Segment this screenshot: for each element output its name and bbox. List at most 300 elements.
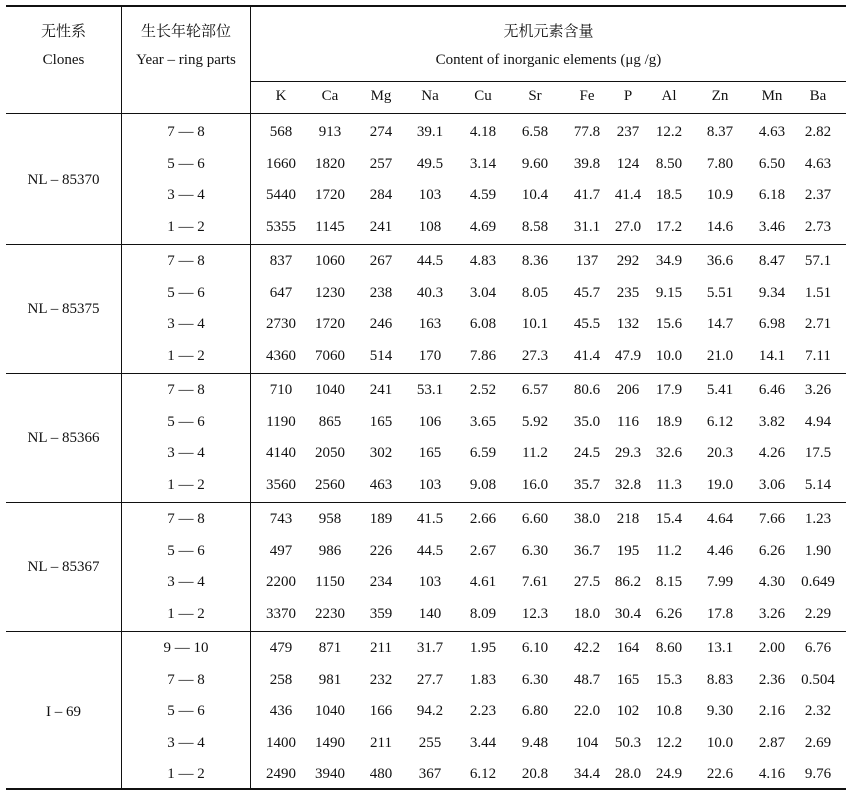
cell-mn: 2.36 xyxy=(758,671,786,688)
cell-zn: 36.6 xyxy=(706,253,734,269)
cell-k: 647 xyxy=(269,284,293,301)
clone-label: I – 69 xyxy=(46,703,81,720)
year-ring-part: 5 — 6 xyxy=(167,542,205,559)
cell-ba: 2.32 xyxy=(804,703,832,719)
group-separator xyxy=(6,373,846,374)
cell-k: 3370 xyxy=(266,605,296,622)
cell-al: 17.9 xyxy=(655,382,683,398)
cell-na: 27.7 xyxy=(416,671,444,688)
cell-ba: 2.71 xyxy=(804,316,832,332)
cell-na: 103 xyxy=(418,476,442,493)
cell-sr: 5.92 xyxy=(521,413,549,430)
cell-mn: 6.46 xyxy=(758,382,786,398)
cell-mn: 8.47 xyxy=(758,253,786,269)
cell-sr: 8.05 xyxy=(521,284,549,301)
cell-p: 86.2 xyxy=(614,574,642,590)
header-sub-rule xyxy=(250,81,846,82)
cell-mg: 166 xyxy=(369,703,393,719)
cell-fe: 35.0 xyxy=(573,413,601,430)
cell-na: 163 xyxy=(418,316,442,332)
cell-k: 1400 xyxy=(266,734,296,751)
cell-mn: 9.34 xyxy=(758,284,786,301)
cell-ca: 2230 xyxy=(315,605,345,622)
cell-mg: 480 xyxy=(369,766,393,782)
cell-al: 8.15 xyxy=(655,574,683,590)
cell-ca: 1720 xyxy=(315,187,345,203)
year-ring-part: 3 — 4 xyxy=(167,574,205,590)
bottom-rule xyxy=(6,788,846,790)
cell-na: 44.5 xyxy=(416,542,444,559)
cell-ba: 5.14 xyxy=(804,476,832,493)
cell-mg: 267 xyxy=(369,253,393,269)
cell-na: 140 xyxy=(418,605,442,622)
cell-cu: 4.83 xyxy=(469,253,497,269)
clone-label: NL – 85367 xyxy=(27,559,100,575)
year-ring-part: 7 — 8 xyxy=(167,124,205,140)
cell-fe: 137 xyxy=(575,253,599,269)
group-separator xyxy=(6,631,846,632)
cell-al: 15.6 xyxy=(655,316,683,332)
cell-fe: 38.0 xyxy=(573,511,601,527)
cell-zn: 19.0 xyxy=(706,476,734,493)
cell-mn: 4.26 xyxy=(758,445,786,461)
cell-zn: 5.51 xyxy=(706,284,734,301)
year-ring-part: 7 — 8 xyxy=(167,671,205,688)
cell-cu: 3.04 xyxy=(469,284,497,301)
cell-cu: 2.23 xyxy=(469,703,497,719)
cell-zn: 22.6 xyxy=(706,766,734,782)
cell-mn: 6.50 xyxy=(758,155,786,172)
cell-ca: 1040 xyxy=(315,382,345,398)
cell-zn: 9.30 xyxy=(706,703,734,719)
cell-zn: 8.37 xyxy=(706,124,734,140)
cell-al: 12.2 xyxy=(655,734,683,751)
cell-mg: 246 xyxy=(369,316,393,332)
cell-cu: 3.44 xyxy=(469,734,497,751)
element-header-al: Al xyxy=(661,88,677,104)
cell-p: 102 xyxy=(616,703,640,719)
cell-al: 18.9 xyxy=(655,413,683,430)
cell-na: 106 xyxy=(418,413,442,430)
cell-na: 41.5 xyxy=(416,511,444,527)
cell-k: 743 xyxy=(269,511,293,527)
cell-na: 40.3 xyxy=(416,284,444,301)
cell-mg: 238 xyxy=(369,284,393,301)
cell-sr: 10.4 xyxy=(521,187,549,203)
cell-mn: 2.87 xyxy=(758,734,786,751)
cell-k: 3560 xyxy=(266,476,296,493)
cell-mn: 4.16 xyxy=(758,766,786,782)
cell-k: 710 xyxy=(269,382,293,398)
year-ring-part: 7 — 8 xyxy=(167,511,205,527)
element-header-zn: Zn xyxy=(711,88,729,104)
cell-al: 15.3 xyxy=(655,671,683,688)
cell-zn: 7.80 xyxy=(706,155,734,172)
clone-label: NL – 85366 xyxy=(27,430,100,446)
cell-mg: 514 xyxy=(369,347,393,364)
cell-al: 17.2 xyxy=(655,218,683,235)
cell-zn: 14.7 xyxy=(706,316,734,332)
cell-al: 9.15 xyxy=(655,284,683,301)
cell-p: 235 xyxy=(616,284,640,301)
year-ring-part: 5 — 6 xyxy=(167,284,205,301)
cell-ca: 1060 xyxy=(315,253,345,269)
cell-fe: 34.4 xyxy=(573,766,601,782)
year-ring-part: 5 — 6 xyxy=(167,703,205,719)
cell-mn: 6.98 xyxy=(758,316,786,332)
cell-mn: 14.1 xyxy=(758,347,786,364)
cell-ba: 57.1 xyxy=(804,253,832,269)
cell-k: 436 xyxy=(269,703,293,719)
cell-ca: 865 xyxy=(318,413,342,430)
cell-mn: 4.63 xyxy=(758,124,786,140)
year-ring-part: 3 — 4 xyxy=(167,445,205,461)
cell-cu: 7.86 xyxy=(469,347,497,364)
cell-p: 218 xyxy=(616,511,640,527)
cell-sr: 10.1 xyxy=(521,316,549,332)
content-header-en: Content of inorganic elements (μg /g) xyxy=(435,52,662,68)
cell-cu: 2.52 xyxy=(469,382,497,398)
cell-fe: 22.0 xyxy=(573,703,601,719)
cell-ca: 2050 xyxy=(315,445,345,461)
cell-mn: 6.18 xyxy=(758,187,786,203)
cell-ba: 7.11 xyxy=(805,347,831,364)
cell-mn: 6.26 xyxy=(758,542,786,559)
cell-cu: 4.61 xyxy=(469,574,497,590)
cell-zn: 17.8 xyxy=(706,605,734,622)
cell-ca: 2560 xyxy=(315,476,345,493)
year-ring-part: 1 — 2 xyxy=(167,766,205,782)
cell-ba: 6.76 xyxy=(804,640,832,656)
cell-sr: 9.60 xyxy=(521,155,549,172)
cell-p: 29.3 xyxy=(614,445,642,461)
cell-p: 32.8 xyxy=(614,476,642,493)
cell-mg: 302 xyxy=(369,445,393,461)
cell-mg: 359 xyxy=(369,605,393,622)
cell-k: 5355 xyxy=(266,218,296,235)
cell-fe: 48.7 xyxy=(573,671,601,688)
cell-ba: 2.37 xyxy=(804,187,832,203)
parts-column-divider xyxy=(250,5,251,790)
cell-cu: 6.08 xyxy=(469,316,497,332)
element-header-na: Na xyxy=(421,88,439,104)
cell-sr: 6.60 xyxy=(521,511,549,527)
cell-al: 11.2 xyxy=(656,542,682,559)
cell-sr: 6.30 xyxy=(521,671,549,688)
cell-mn: 3.82 xyxy=(758,413,786,430)
cell-cu: 2.66 xyxy=(469,511,497,527)
cell-ca: 3940 xyxy=(315,766,345,782)
cell-ba: 9.76 xyxy=(804,766,832,782)
cell-ba: 3.26 xyxy=(804,382,832,398)
cell-sr: 6.80 xyxy=(521,703,549,719)
cell-ba: 0.649 xyxy=(801,574,835,590)
cell-fe: 18.0 xyxy=(573,605,601,622)
cell-ca: 871 xyxy=(318,640,342,656)
clones-header-en: Clones xyxy=(42,52,85,68)
cell-p: 41.4 xyxy=(614,187,642,203)
cell-ca: 1490 xyxy=(315,734,345,751)
cell-ba: 1.90 xyxy=(804,542,832,559)
cell-zn: 5.41 xyxy=(706,382,734,398)
year-ring-part: 7 — 8 xyxy=(167,253,205,269)
cell-zn: 21.0 xyxy=(706,347,734,364)
cell-k: 1190 xyxy=(266,413,296,430)
cell-k: 837 xyxy=(269,253,293,269)
year-ring-part: 3 — 4 xyxy=(167,316,205,332)
cell-cu: 3.14 xyxy=(469,155,497,172)
cell-al: 11.3 xyxy=(656,476,682,493)
cell-k: 479 xyxy=(269,640,293,656)
cell-p: 116 xyxy=(617,413,639,430)
cell-al: 6.26 xyxy=(655,605,683,622)
cell-mn: 2.00 xyxy=(758,640,786,656)
cell-sr: 12.3 xyxy=(521,605,549,622)
cell-na: 170 xyxy=(418,347,442,364)
cell-sr: 6.57 xyxy=(521,382,549,398)
cell-al: 10.0 xyxy=(655,347,683,364)
cell-fe: 36.7 xyxy=(573,542,601,559)
cell-mg: 234 xyxy=(369,574,393,590)
cell-sr: 27.3 xyxy=(521,347,549,364)
cell-cu: 8.09 xyxy=(469,605,497,622)
cell-na: 165 xyxy=(418,445,442,461)
cell-p: 30.4 xyxy=(614,605,642,622)
cell-al: 24.9 xyxy=(655,766,683,782)
cell-zn: 13.1 xyxy=(706,640,734,656)
cell-mg: 226 xyxy=(369,542,393,559)
cell-ba: 4.94 xyxy=(804,413,832,430)
cell-ca: 1820 xyxy=(315,155,345,172)
cell-k: 568 xyxy=(269,124,293,140)
cell-mn: 4.30 xyxy=(758,574,786,590)
cell-ca: 958 xyxy=(318,511,342,527)
cell-zn: 7.99 xyxy=(706,574,734,590)
cell-mg: 284 xyxy=(369,187,393,203)
cell-ca: 1150 xyxy=(315,574,345,590)
cell-ca: 1230 xyxy=(315,284,345,301)
cell-fe: 41.7 xyxy=(573,187,601,203)
cell-al: 18.5 xyxy=(655,187,683,203)
cell-fe: 104 xyxy=(575,734,599,751)
cell-cu: 1.95 xyxy=(469,640,497,656)
cell-al: 12.2 xyxy=(655,124,683,140)
element-header-ba: Ba xyxy=(809,88,827,104)
element-header-sr: Sr xyxy=(528,88,542,104)
cell-fe: 27.5 xyxy=(573,574,601,590)
cell-k: 2490 xyxy=(266,766,296,782)
cell-na: 31.7 xyxy=(416,640,444,656)
cell-cu: 3.65 xyxy=(469,413,497,430)
cell-cu: 2.67 xyxy=(469,542,497,559)
cell-sr: 9.48 xyxy=(521,734,549,751)
cell-cu: 6.59 xyxy=(469,445,497,461)
cell-fe: 41.4 xyxy=(573,347,601,364)
year-ring-part: 3 — 4 xyxy=(167,187,205,203)
cell-ca: 1145 xyxy=(315,218,345,235)
cell-cu: 4.59 xyxy=(469,187,497,203)
cell-ba: 2.82 xyxy=(804,124,832,140)
cell-na: 53.1 xyxy=(416,382,444,398)
cell-k: 2200 xyxy=(266,574,296,590)
cell-fe: 24.5 xyxy=(573,445,601,461)
cell-sr: 16.0 xyxy=(521,476,549,493)
clone-label: NL – 85375 xyxy=(27,301,100,317)
cell-p: 27.0 xyxy=(614,218,642,235)
cell-k: 1660 xyxy=(266,155,296,172)
parts-header-en: Year – ring parts xyxy=(136,52,236,68)
year-ring-part: 7 — 8 xyxy=(167,382,205,398)
year-ring-part: 3 — 4 xyxy=(167,734,205,751)
cell-ca: 981 xyxy=(318,671,342,688)
cell-fe: 77.8 xyxy=(573,124,601,140)
cell-zn: 4.64 xyxy=(706,511,734,527)
header-bottom-rule xyxy=(6,113,846,114)
cell-cu: 1.83 xyxy=(469,671,497,688)
cell-k: 258 xyxy=(269,671,293,688)
cell-ba: 0.504 xyxy=(801,671,835,688)
year-ring-part: 5 — 6 xyxy=(167,413,205,430)
year-ring-part: 1 — 2 xyxy=(167,605,205,622)
cell-al: 10.8 xyxy=(655,703,683,719)
clone-label: NL – 85370 xyxy=(27,172,100,188)
cell-mg: 165 xyxy=(369,413,393,430)
group-separator xyxy=(6,244,846,245)
cell-sr: 8.58 xyxy=(521,218,549,235)
cell-cu: 4.69 xyxy=(469,218,497,235)
cell-mn: 7.66 xyxy=(758,511,786,527)
cell-al: 8.50 xyxy=(655,155,683,172)
cell-ca: 1040 xyxy=(315,703,345,719)
cell-mn: 3.26 xyxy=(758,605,786,622)
cell-k: 2730 xyxy=(266,316,296,332)
cell-p: 124 xyxy=(616,155,640,172)
element-header-ca: Ca xyxy=(321,88,339,104)
cell-p: 28.0 xyxy=(614,766,642,782)
element-header-mg: Mg xyxy=(370,88,392,104)
element-header-cu: Cu xyxy=(474,88,492,104)
year-ring-part: 9 — 10 xyxy=(163,640,209,656)
cell-fe: 31.1 xyxy=(573,218,601,235)
cell-cu: 4.18 xyxy=(469,124,497,140)
year-ring-part: 1 — 2 xyxy=(167,476,205,493)
cell-mg: 211 xyxy=(370,640,392,656)
cell-p: 164 xyxy=(616,640,640,656)
year-ring-part: 1 — 2 xyxy=(167,218,205,235)
cell-mg: 463 xyxy=(369,476,393,493)
cell-p: 165 xyxy=(616,671,640,688)
cell-na: 103 xyxy=(418,187,442,203)
cell-al: 15.4 xyxy=(655,511,683,527)
cell-zn: 20.3 xyxy=(706,445,734,461)
cell-mg: 241 xyxy=(369,382,393,398)
cell-ba: 4.63 xyxy=(804,155,832,172)
cell-sr: 7.61 xyxy=(521,574,549,590)
cell-mg: 257 xyxy=(369,155,393,172)
cell-p: 195 xyxy=(616,542,640,559)
parts-header-cn: 生长年轮部位 xyxy=(140,24,231,40)
cell-mn: 3.46 xyxy=(758,218,786,235)
cell-mn: 3.06 xyxy=(758,476,786,493)
cell-sr: 8.36 xyxy=(521,253,549,269)
cell-zn: 10.9 xyxy=(706,187,734,203)
year-ring-part: 5 — 6 xyxy=(167,155,205,172)
cell-zn: 14.6 xyxy=(706,218,734,235)
cell-ba: 1.51 xyxy=(804,284,832,301)
clones-header-cn: 无性系 xyxy=(40,24,86,40)
cell-sr: 6.10 xyxy=(521,640,549,656)
cell-zn: 10.0 xyxy=(706,734,734,751)
cell-p: 47.9 xyxy=(614,347,642,364)
cell-na: 94.2 xyxy=(416,703,444,719)
cell-ba: 1.23 xyxy=(804,511,832,527)
cell-ca: 7060 xyxy=(315,347,345,364)
cell-p: 237 xyxy=(616,124,640,140)
cell-na: 49.5 xyxy=(416,155,444,172)
cell-mg: 232 xyxy=(369,671,393,688)
cell-ca: 986 xyxy=(318,542,342,559)
cell-zn: 8.83 xyxy=(706,671,734,688)
top-rule xyxy=(6,5,846,7)
cell-mn: 2.16 xyxy=(758,703,786,719)
cell-na: 39.1 xyxy=(416,124,444,140)
cell-k: 4140 xyxy=(266,445,296,461)
cell-zn: 6.12 xyxy=(706,413,734,430)
cell-ba: 2.73 xyxy=(804,218,832,235)
cell-na: 367 xyxy=(418,766,442,782)
cell-na: 103 xyxy=(418,574,442,590)
cell-ca: 913 xyxy=(318,124,342,140)
cell-mg: 274 xyxy=(369,124,393,140)
cell-al: 8.60 xyxy=(655,640,683,656)
element-header-p: P xyxy=(623,88,633,104)
element-header-fe: Fe xyxy=(579,88,595,104)
cell-cu: 6.12 xyxy=(469,766,497,782)
content-header-cn: 无机元素含量 xyxy=(503,24,594,40)
cell-na: 44.5 xyxy=(416,253,444,269)
cell-ba: 2.69 xyxy=(804,734,832,751)
cell-al: 34.9 xyxy=(655,253,683,269)
cell-fe: 80.6 xyxy=(573,382,601,398)
year-ring-part: 1 — 2 xyxy=(167,347,205,364)
cell-sr: 6.30 xyxy=(521,542,549,559)
cell-sr: 6.58 xyxy=(521,124,549,140)
cell-k: 5440 xyxy=(266,187,296,203)
cell-fe: 42.2 xyxy=(573,640,601,656)
cell-cu: 9.08 xyxy=(469,476,497,493)
group-separator xyxy=(6,502,846,503)
cell-p: 132 xyxy=(616,316,640,332)
cell-na: 255 xyxy=(418,734,442,751)
cell-fe: 45.7 xyxy=(573,284,601,301)
cell-p: 206 xyxy=(616,382,640,398)
cell-na: 108 xyxy=(418,218,442,235)
cell-k: 4360 xyxy=(266,347,296,364)
cell-p: 292 xyxy=(616,253,640,269)
cell-p: 50.3 xyxy=(614,734,642,751)
cell-al: 32.6 xyxy=(655,445,683,461)
cell-sr: 11.2 xyxy=(522,445,548,461)
element-header-mn: Mn xyxy=(761,88,783,104)
cell-mg: 211 xyxy=(370,734,392,751)
cell-fe: 35.7 xyxy=(573,476,601,493)
cell-sr: 20.8 xyxy=(521,766,549,782)
element-header-k: K xyxy=(275,88,287,104)
cell-mg: 189 xyxy=(369,511,393,527)
cell-ba: 17.5 xyxy=(804,445,832,461)
cell-k: 497 xyxy=(269,542,293,559)
cell-ca: 1720 xyxy=(315,316,345,332)
